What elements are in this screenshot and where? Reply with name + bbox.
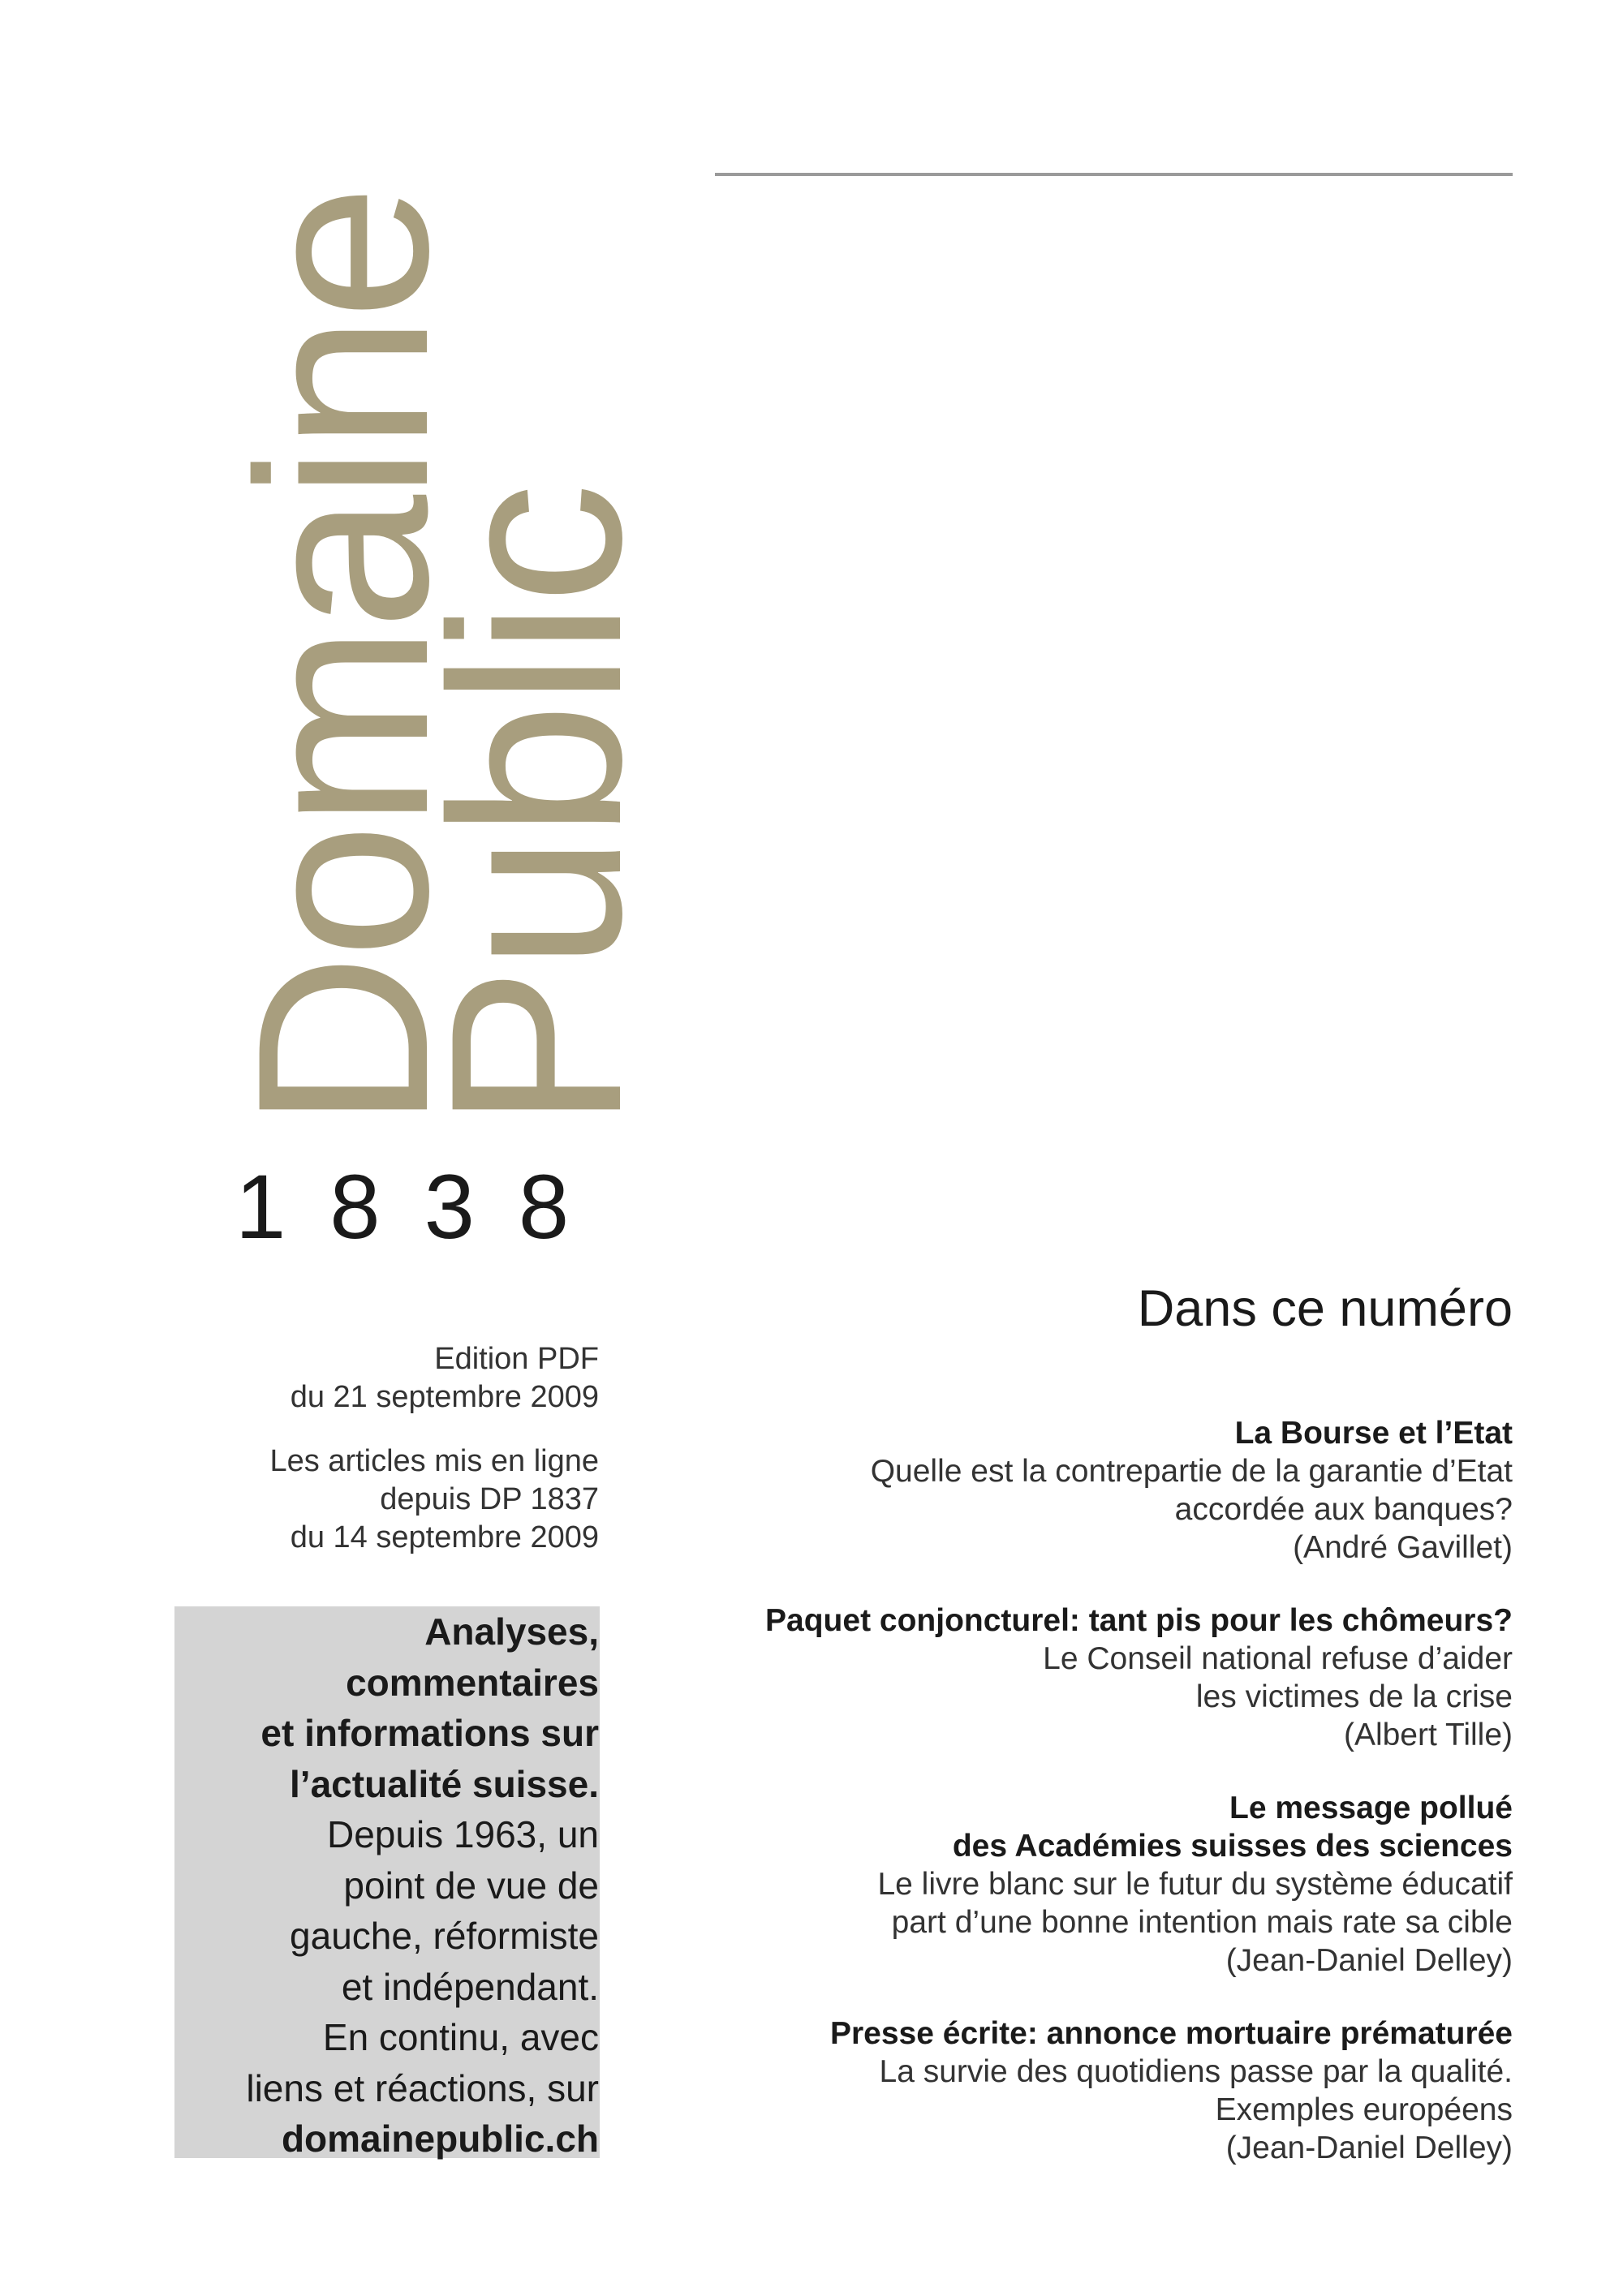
toc-entry-desc: Exemples européens bbox=[1215, 2092, 1513, 2127]
tagline-line: En continu, avec bbox=[322, 2016, 599, 2058]
tagline-bold-line: commentaires bbox=[346, 1661, 599, 1704]
toc-entry[interactable] bbox=[620, 1602, 1513, 1754]
articles-since: depuis DP 1837 bbox=[380, 1482, 599, 1516]
toc-entry-author: (Jean-Daniel Delley) bbox=[1225, 2130, 1513, 2165]
toc-entry-desc: part d’une bonne intention mais rate sa cible bbox=[891, 1905, 1513, 1940]
toc-entry-desc: accordée aux banques? bbox=[1174, 1492, 1513, 1527]
tagline-line: et indépendant. bbox=[341, 1965, 599, 2008]
toc-entry-desc: les victimes de la crise bbox=[1195, 1679, 1513, 1714]
tagline-line: liens et réactions, sur bbox=[246, 2066, 599, 2109]
table-of-contents bbox=[620, 1414, 1513, 2202]
tagline-bold-line: l’actualité suisse. bbox=[290, 1762, 599, 1805]
toc-entry[interactable] bbox=[620, 1789, 1513, 1980]
toc-entry-title[interactable]: Paquet conjoncturel: tant pis pour les chômeurs? bbox=[765, 1603, 1513, 1638]
toc-entry-author: (André Gavillet) bbox=[1293, 1530, 1513, 1565]
toc-entry-desc: Le Conseil national refuse d’aider bbox=[1043, 1641, 1513, 1676]
toc-entry-desc: La survie des quotidiens passe par la qualité. bbox=[879, 2054, 1513, 2089]
edition-date: du 21 septembre 2009 bbox=[290, 1380, 599, 1414]
tagline-line: gauche, réformiste bbox=[290, 1915, 599, 1957]
tagline-bold-line: et informations sur bbox=[260, 1712, 599, 1754]
masthead-domaine: Domaine bbox=[206, 189, 479, 1129]
toc-entry[interactable] bbox=[620, 2014, 1513, 2167]
issue-number: 1838 bbox=[235, 1156, 613, 1258]
toc-entry-title[interactable]: Presse écrite: annonce mortuaire prématurée bbox=[829, 2016, 1513, 2051]
articles-date: du 14 septembre 2009 bbox=[290, 1520, 599, 1554]
toc-entry-title[interactable]: Le message pollué bbox=[1229, 1791, 1513, 1825]
toc-entry-title[interactable]: La Bourse et l’Etat bbox=[1234, 1416, 1513, 1451]
masthead-public: Public bbox=[399, 485, 672, 1129]
toc-entry[interactable] bbox=[620, 1414, 1513, 1567]
tagline-bold-line: Analyses, bbox=[424, 1610, 599, 1653]
toc-title: Dans ce numéro bbox=[1137, 1280, 1513, 1337]
tagline-line: point de vue de bbox=[343, 1864, 599, 1907]
toc-entry-title[interactable]: des Académies suisses des sciences bbox=[952, 1829, 1513, 1864]
site-link[interactable]: domainepublic.ch bbox=[281, 2118, 599, 2160]
tagline bbox=[144, 1606, 599, 2165]
toc-entry-desc: Quelle est la contrepartie de la garantie d’Etat bbox=[870, 1454, 1513, 1489]
edition-info bbox=[144, 1340, 599, 1557]
tagline-line: Depuis 1963, un bbox=[326, 1813, 599, 1855]
top-divider bbox=[715, 173, 1513, 176]
articles-note: Les articles mis en ligne bbox=[269, 1444, 599, 1478]
toc-entry-author: (Albert Tille) bbox=[1343, 1718, 1513, 1752]
toc-entry-desc: Le livre blanc sur le futur du système éducatif bbox=[877, 1867, 1513, 1902]
toc-entry-author: (Jean-Daniel Delley) bbox=[1225, 1943, 1513, 1978]
edition-label: Edition PDF bbox=[434, 1342, 599, 1376]
